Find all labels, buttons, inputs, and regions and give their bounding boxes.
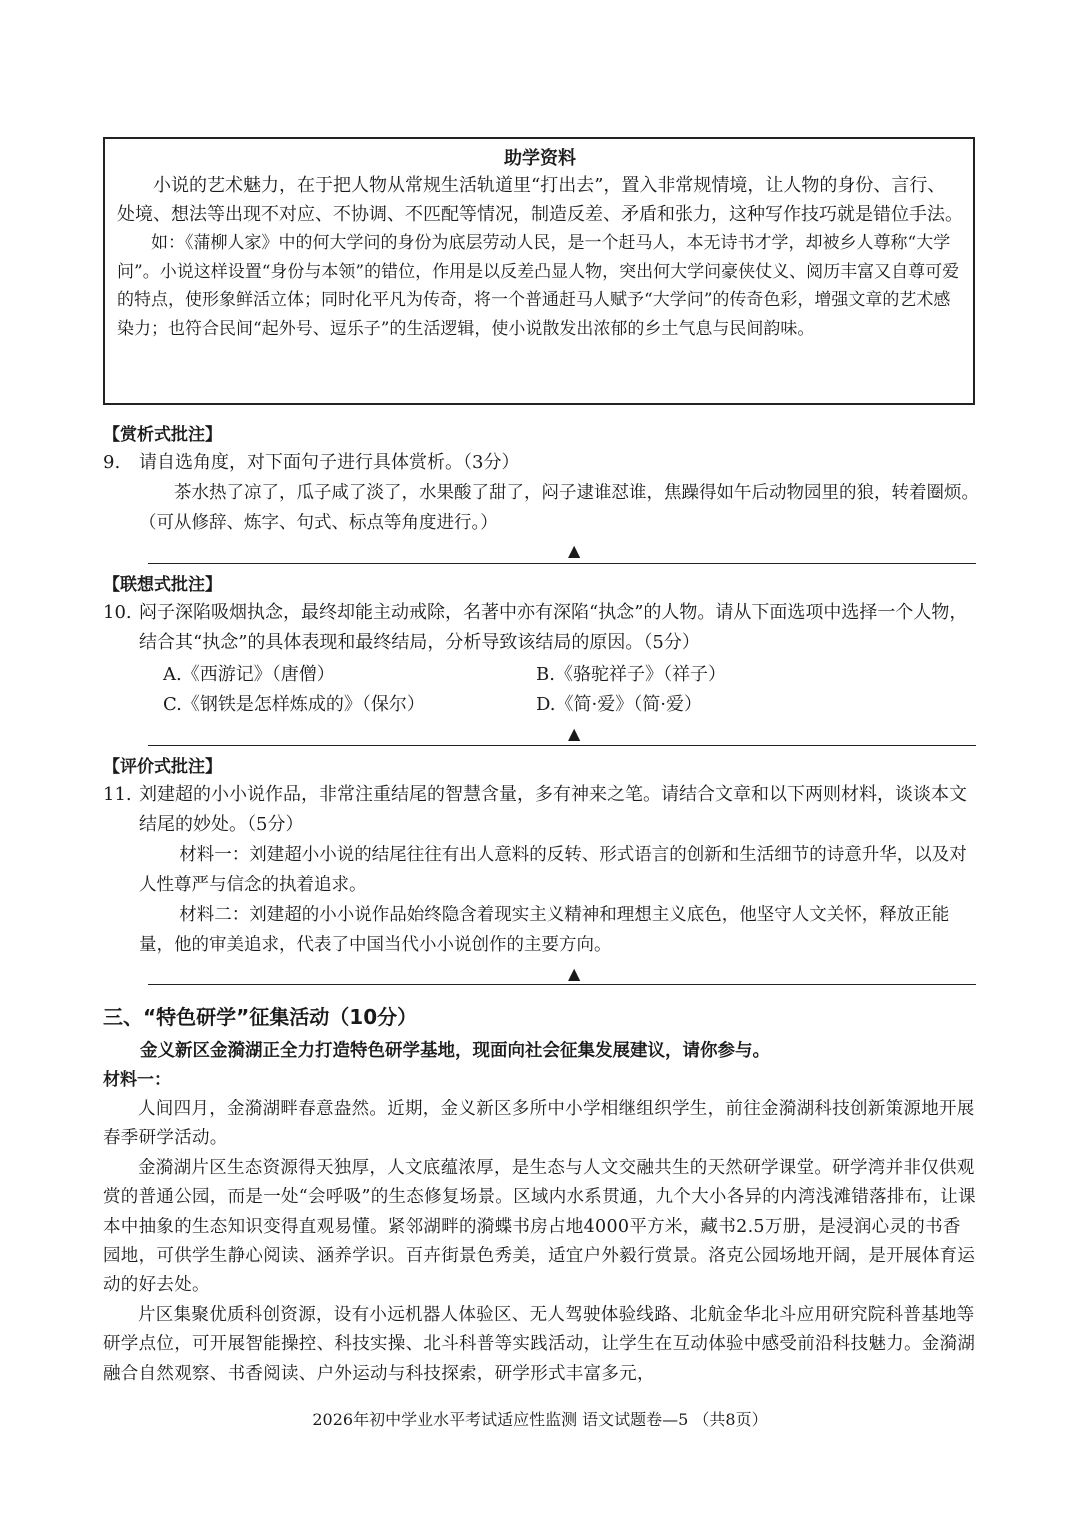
answer-area-marker: ▲ (568, 964, 581, 983)
question-9-text (103, 448, 983, 478)
help-materials-box (103, 137, 975, 405)
help-box-paragraph-2: 如：《蒲柳人家》中的何大学问的身份为底层劳动人民，是一个赶马人，本无诗书才学，却被乡人尊称“大学问”。小说这样设置“身份与本领”的错位，作用是以反差凸显人物，突出何大学问豪侠仗义、阅历丰富又自尊可爱的特点，使形象鲜活立体；同时化平凡为传奇，将一个普通赶马人赋予“大学问”的传奇色彩，增强文章的艺术感染力；也符合民间“起外号、逗乐子”的生活逻辑，使小说散发出浓郁的乡土气息与民间韵味。 (117, 233, 960, 339)
question-10-prompt: 闷子深陷吸烟执念，最终却能主动戒除，名著中亦有深陷“执念”的人物。请从下面选项中选择一个人物，结合其“执念”的具体表现和最终结局，分析导致该结局的原因。（5分） (139, 602, 968, 653)
section-3-title: 三、“特色研学”征集活动（10分） (103, 1005, 418, 1029)
question-11-block (103, 754, 983, 960)
question-9-number: 9. (103, 452, 121, 473)
help-box-paragraph-1: 小说的艺术魅力，在于把人物从常规生活轨道里“打出去”，置入非常规情境，让人物的身份、言行、处境、想法等出现不对应、不协调、不匹配等情况，制造反差、矛盾和张力，这种写作技巧就是错位手法。 (117, 175, 963, 225)
option-a[interactable]: A.《西游记》（唐僧） (163, 664, 335, 685)
material-1-paragraph-1: 人间四月，金漪湖畔春意盎然。近期，金义新区多所中小学相继组织学生，前往金漪湖科技创新策源地开展春季研学活动。 (103, 1099, 975, 1149)
question-9-prompt: 请自选角度，对下面句子进行具体赏析。（3分） (139, 452, 520, 473)
option-b[interactable]: B.《骆驼祥子》（祥子） (536, 664, 726, 685)
question-10-block (103, 572, 983, 658)
question-11-prompt: 刘建超的小小说作品，非常注重结尾的智慧含量，多有神来之笔。请结合文章和以下两则材料，谈谈本文结尾的妙处。（5分） (139, 784, 967, 835)
section-3-intro: 金义新区金漪湖正全力打造特色研学基地，现面向社会征集发展建议，请你参与。 (140, 1041, 770, 1061)
question-11-material-1: 材料一：刘建超小小说的结尾往往有出人意料的反转、形式语言的创新和生活细节的诗意升华，以及对人性尊严与信念的执着追求。 (139, 845, 967, 895)
material-1-paragraph-2: 金漪湖片区生态资源得天独厚，人文底蕴浓厚，是生态与人文交融共生的天然研学课堂。研学湾并非仅供观赏的普通公园，而是一处“会呼吸”的生态修复场景。区域内水系贯通，九个大小各异的内湾浅滩错落排布，让课本中抽象的生态知识变得直观易懂。紧邻湖畔的漪蝶书房占地4000平方米，藏书2.5万册，是浸润心灵的书香园地，可供学生静心阅读、涵养学识。百卉街景色秀美，适宜户外毅行赏景。洛克公园场地开阔，是开展体育运动的好去处。 (103, 1157, 976, 1296)
material-1-label: 材料一： (103, 1070, 171, 1090)
question-9-block (103, 422, 983, 538)
question-11-material-2: 材料二：刘建超的小小说作品始终隐含着现实主义精神和理想主义底色，他坚守人文关怀，释放正能量，他的审美追求，代表了中国当代小小说创作的主要方向。 (139, 905, 950, 955)
question-10-text (103, 598, 983, 658)
question-11-label: 【评价式批注】 (103, 757, 222, 777)
question-11-number: 11. (103, 784, 132, 805)
question-10-label: 【联想式批注】 (103, 575, 222, 595)
page-footer: 2026年初中学业水平考试适应性监测 语文试题卷—5 （共8页） (312, 1410, 768, 1429)
material-1-text (103, 1095, 978, 1389)
answer-line[interactable] (148, 563, 976, 564)
answer-line[interactable] (148, 745, 976, 746)
answer-area-marker: ▲ (568, 541, 581, 560)
answer-area-marker: ▲ (568, 724, 581, 743)
answer-line[interactable] (148, 984, 976, 985)
material-1-paragraph-3: 片区集聚优质科创资源，设有小远机器人体验区、无人驾驶体验线路、北航金华北斗应用研究院科普基地等研学点位，可开展智能操控、科技实操、北斗科普等实践活动，让学生在互动体验中感受前沿科技魅力。金漪湖融合自然观察、书香阅读、户外运动与科技探索，研学形式丰富多元， (103, 1304, 976, 1384)
question-11-text (103, 780, 983, 840)
option-d[interactable]: D.《简·爱》（简·爱） (536, 694, 702, 715)
help-box-title: 助学资料 (504, 148, 576, 169)
option-c[interactable]: C.《钢铁是怎样炼成的》（保尔） (163, 694, 425, 715)
question-9-quote: 茶水热了凉了，瓜子咸了淡了，水果酸了甜了，闷子逮谁怼谁，焦躁得如午后动物园里的狼，转着圈烦。（可从修辞、炼字、句式、标点等角度进行。） (139, 483, 979, 533)
question-10-number: 10. (103, 602, 132, 623)
question-9-label: 【赏析式批注】 (103, 425, 222, 445)
